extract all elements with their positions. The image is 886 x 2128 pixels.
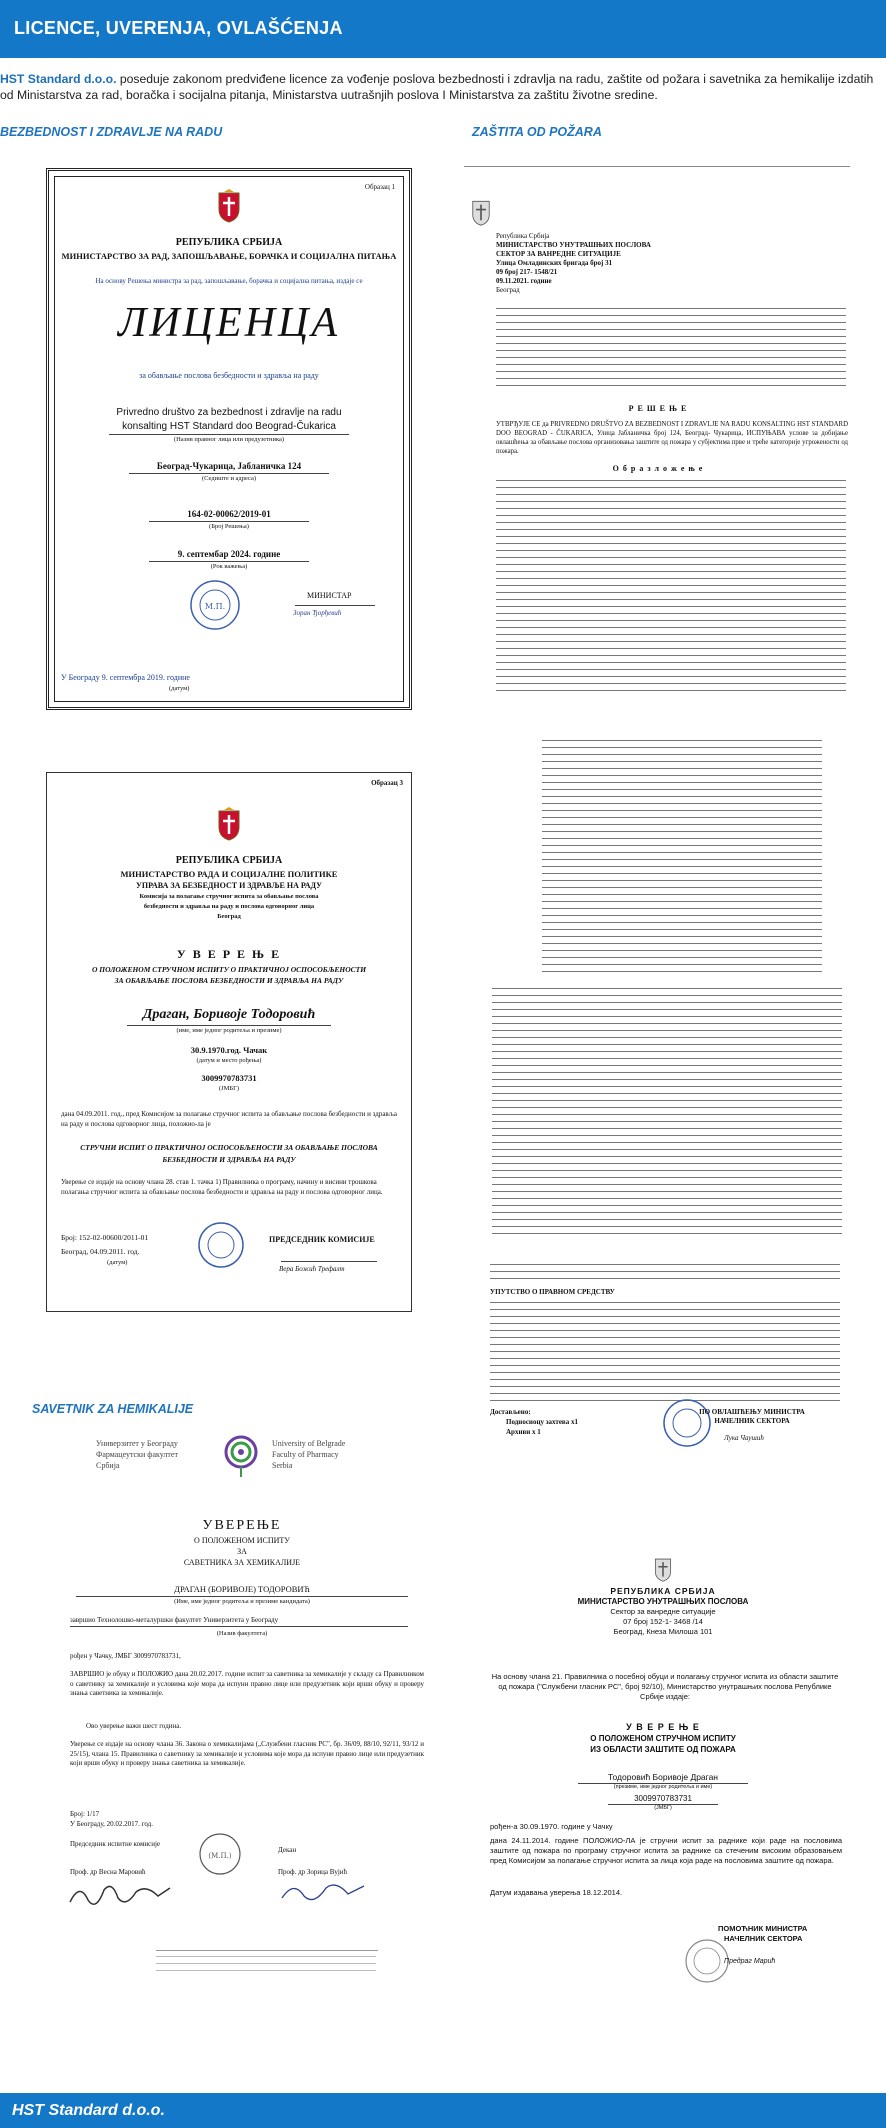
license-document (46, 168, 412, 710)
fire-cert-number: 07 број 152-1- 3468 /14 (623, 1617, 703, 1626)
chem-cert-dean: Декан (278, 1846, 297, 1854)
fire-decision-signer-name: Лука Чаушић (724, 1434, 764, 1442)
official-stamp-icon (189, 579, 241, 636)
fire-decision-delivered: Достављено: (490, 1408, 531, 1416)
fire-cert-address: Београд, Кнеза Милоша 101 (613, 1627, 713, 1636)
chem-cert-sub1: О ПОЛОЖЕНОМ ИСПИТУ (194, 1536, 290, 1545)
chem-cert-prof1: Проф. др Весна Маровић (70, 1868, 146, 1876)
license-minister-title: МИНИСТАР (307, 591, 352, 600)
fire-decision-resenje: Р Е Ш Е Њ Е (628, 404, 688, 413)
intro-text: poseduje zakonom predviđene licence za vođenje poslova bezbednosti i zdravlja na radu, zaštite od požara i savetnika za hemikalije izdatih od Ministarstva za rad, boračka i socijalna pitanja, Ministarstva uutrašnjih poslova I Ministarstva za zaštitu životne sredine. (0, 72, 874, 102)
uni-left-line2: Фармацеутски факултет (96, 1450, 178, 1459)
section-title-chem: SAVETNIK ZA HEMIKALIJE (32, 1402, 194, 1416)
svg-text:(М.П.): (М.П.) (208, 1852, 232, 1860)
chem-cert-name: ДРАГАН (БОРИВОЈЕ) ТОДОРОВИЋ (174, 1584, 310, 1594)
header-bar (0, 0, 886, 58)
fire-decision-city: Београд (496, 286, 520, 294)
license-validity: 9. септембар 2024. године (177, 549, 281, 559)
certificate-result2: БЕЗБЕДНОСТИ И ЗДРАВЉА НА РАДУ (162, 1155, 296, 1164)
fire-cert-passed: дана 24.11.2014. године ПОЛОЖИО-ЛА је стручни испит за раднике који раде на пословима заштите од пожара по програму стручног испита за раднике са стеченим високим образовањем пред Комисијом за полагање стручног испита за лица која раде на пословима заштите од пожара. (490, 1836, 842, 1865)
page-title: LICENCE, UVERENJA, OVLAŠĆENJA (14, 18, 343, 38)
fire-cert-basis: На основу члана 21. Правилника о посебној обуци и полагању стручног испита из области заштите од пожара ("Службени гласник РС", број 92/10), Министарство унутрашњих послова Републике Србије издаје: (491, 1672, 839, 1701)
safety-certificate-document (46, 772, 412, 1312)
serbia-coat-of-arms-icon (49, 189, 409, 228)
fire-cert-issued: Датум издавања уверења 18.12.2014. (490, 1888, 623, 1897)
fire-cert-jmbg: 3009970783731 (634, 1794, 692, 1803)
fire-cert-born: рођен-а 30.09.1970. године у Чачку (490, 1822, 613, 1831)
certificate-birth: 30.9.1970.год. Чачак (190, 1045, 268, 1055)
fire-decision-street: Улица Омладинских бригада број 31 (496, 259, 613, 267)
uni-left-line1: Универзитет у Београду (96, 1439, 178, 1448)
certificate-republic: РЕПУБЛИКА СРБИЈА (175, 855, 283, 866)
fire-decision-page1 (462, 162, 854, 708)
chem-cert-president: Председник испитне комисије (70, 1840, 161, 1848)
chem-cert-date: У Београду, 20.02.2017. год. (70, 1820, 153, 1828)
chem-cert-legal: Уверење се издаје на основу члана 36. Закона о хемикалијама („Службени гласник РС", бр. 36/09, 88/10, 92/11, 93/12 и 25/15), члана 15. Правилника о саветнику за хемикалије и условима које мора да испуни правно лице или предузетник који врши обуку и проверу знања саветника за хемикалије. (70, 1740, 424, 1767)
license-date-caption: (датум) (169, 685, 190, 692)
certificate-date-caption: (датум) (107, 1259, 128, 1266)
chem-cert-born: рођен у Чачку, ЈМБГ 3009970783731, (70, 1652, 181, 1660)
chem-cert-sub2: ЗА (237, 1547, 247, 1556)
uni-right-line2: Faculty of Pharmacy (272, 1450, 339, 1459)
chem-cert-number: Број: 1/17 (70, 1810, 100, 1818)
chem-cert-name-caption: (Име, име једног родитеља и презиме кандидата) (174, 1598, 310, 1605)
fire-decision-delivered-2: Архиви х 1 (506, 1428, 541, 1436)
serbia-coat-of-arms-icon (468, 1556, 858, 1587)
certificate-president-title: ПРЕДСЕДНИК КОМИСИЈЕ (269, 1235, 375, 1244)
official-stamp-icon (197, 1221, 245, 1274)
license-company-caption: (Назив правног лица или предузетника) (173, 436, 285, 443)
certificate-name: Драган, Боривоје Тодоровић (142, 1007, 316, 1022)
fire-decision-ministry: МИНИСТАРСТВО УНУТРАШЊИХ ПОСЛОВА (496, 241, 651, 249)
chem-cert-valid: Ово уверење важи шест година. (86, 1722, 182, 1730)
fire-decision-delivered-1: Подносиоцу захтева х1 (506, 1418, 578, 1426)
license-form-number: Образац 1 (364, 183, 395, 191)
license-big-title: ЛИЦЕНЦА (117, 300, 341, 346)
license-basis: На основу Решења министра за рад, запошљавање, борачка и социјална питања, издаје се (95, 277, 363, 285)
svg-text:М.П.: М.П. (204, 602, 226, 611)
chem-cert-title: УВЕРЕЊЕ (202, 1518, 282, 1533)
fire-decision-obrazlozenje: О б р а з л о ж е њ е (612, 464, 704, 473)
certificate-jmbg: 3009970783731 (201, 1073, 257, 1083)
license-validity-caption: (Рок важења) (210, 563, 248, 570)
certificate-sub1: О ПОЛОЖЕНОМ СТРУЧНОМ ИСПИТУ О ПРАКТИЧНОЈ ОСПОСОБЉЕНОСТИ (91, 965, 367, 974)
fire-decision-page3 (462, 1258, 854, 1530)
serbia-coat-of-arms-icon (47, 807, 411, 846)
uni-right-line3: Serbia (272, 1461, 293, 1470)
license-minister-name: Зоран Ђорђевић (293, 609, 342, 617)
fire-cert-signer2: НАЧЕЛНИК СЕКТОРА (724, 1934, 803, 1943)
faculty-logo-icon (222, 1434, 260, 1483)
license-number-caption: (Број Решења) (209, 523, 249, 530)
license-purpose: за обављање послова безбедности и здравља на раду (139, 371, 319, 380)
license-company-line2: konsalting HST Standard doo Beograd-Čukarica (122, 421, 336, 432)
certificate-ministry: МИНИСТАРСТВО РАДА И СОЦИЈАЛНЕ ПОЛИТИКЕ (120, 869, 338, 879)
section-title-fire: ZAŠTITA OD POŽARA (472, 125, 602, 139)
chem-cert-faculty: завршио Технолошко-металуршки факултет Универзитета у Београду (70, 1616, 279, 1624)
fire-decision-legal-remedy: УПУТСТВО О ПРАВНОМ СРЕДСТВУ (490, 1288, 615, 1296)
fire-decision-signer: ПО ОВЛАШЋЕЊУ МИНИСТРА НАЧЕЛНИК СЕКТОРА (699, 1408, 805, 1425)
certificate-form-number: Образац 3 (371, 779, 403, 787)
company-name: HST Standard d.o.o. (0, 72, 117, 86)
certificate-jmbg-caption: (ЈМБГ) (218, 1085, 240, 1092)
serbia-coat-of-arms-icon (470, 198, 492, 231)
chem-cert-faculty-caption: (Назив факултета) (216, 1630, 268, 1637)
intro-paragraph (0, 71, 880, 103)
fire-decision-number: 09 број 217- 1548/21 (496, 268, 558, 276)
uni-left-line3: Србија (96, 1461, 120, 1470)
certificate-title: У В Е Р Е Њ Е (176, 947, 282, 961)
fire-cert-sub1: О ПОЛОЖЕНОМ СТРУЧНОМ ИСПИТУ (590, 1734, 736, 1743)
certificate-president-name: Вера Божић Трефалт (279, 1265, 345, 1273)
fire-cert-republic: РЕПУБЛИКА СРБИЈА (610, 1586, 716, 1596)
certificate-admin: УПРАВА ЗА БЕЗБЕДНОСТ И ЗДРАВЉЕ НА РАДУ (136, 881, 322, 890)
uni-right-line1: University of Belgrade (272, 1439, 346, 1448)
fire-decision-date: 09.11.2021. године (496, 277, 552, 285)
fire-cert-signer1: ПОМОЋНИК МИНИСТРА (718, 1924, 808, 1933)
official-stamp-icon (198, 1832, 242, 1881)
license-ministry: МИНИСТАРСТВО ЗА РАД, ЗАПОШЉАВАЊЕ, БОРАЧКА И СОЦИЈАЛНА ПИТАЊА (61, 251, 397, 261)
certificate-number: Број: 152-02-00600/2011-01 (61, 1233, 149, 1242)
chem-cert-passed: ЗАВРШИО је обуку и ПОЛОЖИО дана 20.02.2017. године испит за саветника за хемикалије у складу са Правилником о саветнику за хемикалије и условима које мора да испуни правно лице или предузетник који врши обуку и проверу знања саветника за хемикалије. (70, 1670, 424, 1697)
license-address-caption: (Седиште и адреса) (201, 475, 257, 482)
certificate-birth-caption: (датум и место рођења) (196, 1057, 262, 1064)
section-title-safety: BEZBEDNOST I ZDRAVLJE NA RADU (0, 125, 223, 139)
signature-icon (66, 1878, 176, 1919)
fire-decision-sector: СЕКТОР ЗА ВАНРЕДНЕ СИТУАЦИЈЕ (496, 250, 621, 258)
license-number: 164-02-00062/2019-01 (187, 509, 271, 519)
fire-exam-certificate-document (468, 1556, 858, 2068)
fire-cert-name-caption: (презиме, име једног родитеља и име) (613, 1784, 713, 1790)
fire-decision-page2 (462, 726, 854, 1246)
signature-icon (278, 1878, 368, 1913)
license-address: Београд-Чукарица, Јабланичка 124 (156, 461, 302, 471)
certificate-commission-line1: Комисија за полагање стручног испита за обављање послова (139, 893, 319, 900)
fire-cert-sector: Сектор за ванредне ситуације (610, 1607, 716, 1616)
license-city-date: У Београду 9. септембра 2019. године (61, 673, 190, 682)
certificate-commission-line2: безбедности и здравља на раду и послова одговорног лица (143, 903, 315, 910)
certificate-legal-text: Уверење се издаје на основу члана 28. став 1. тачка 1) Правилника о програму, начину и висини трошкова полагања стручног испита за обављање послова безбедности и здравља на раду и послова одговорног лица. (61, 1178, 383, 1196)
fire-decision-republic: Република Србија (496, 232, 550, 240)
certificate-sub2: ЗА ОБАВЉАЊЕ ПОСЛОВА БЕЗБЕДНОСТИ И ЗДРАВЉА НА РАДУ (114, 976, 344, 985)
certificate-city: Београд (217, 913, 241, 920)
certificate-date: Београд, 04.09.2011. год. (61, 1247, 140, 1256)
chem-cert-prof2: Проф. др Зорица Вујић (278, 1868, 348, 1876)
certificate-result1: СТРУЧНИ ИСПИТ О ПРАКТИЧНОЈ ОСПОСОБЉЕНОСТИ ЗА ОБАВЉАЊЕ ПОСЛОВА (80, 1143, 378, 1152)
fire-cert-signer-name: Предраг Марић (724, 1958, 776, 1965)
footer-bar (0, 2093, 886, 2128)
license-republic: РЕПУБЛИКА СРБИЈА (175, 237, 283, 248)
fire-cert-sub2: ИЗ ОБЛАСТИ ЗАШТИТЕ ОД ПОЖАРА (590, 1745, 736, 1754)
certificate-exam-text: дана 04.09.2011. год., пред Комисијом за полагање стручног испита за обављање послова безбедности и здравља на раду и послова одговорног лица, положио-ла је (61, 1110, 397, 1128)
certificate-name-caption: (име, име једног родитеља и презиме) (176, 1027, 282, 1034)
footer-brand: HST Standard d.o.o. (12, 2102, 165, 2119)
fire-decision-utvrdjuje: УТВРЂУЈЕ СЕ да PRIVREDNO DRUŠTVO ZA BEZBEDNOST I ZDRAVLJE NA RADU KONSALTING HST STANDARD DOO BEOGRAD - ČUKARICA, Улица Јабланичка број 124, Београд- Чукарица, ИСПУЊАВА услове за добијање овлашћења за обављање послова организовања заштите од пожара у субјектима прве и треће категорије угрожености од пожара. (496, 421, 848, 455)
chemicals-certificate-document (46, 1434, 438, 2038)
fire-cert-ministry: МИНИСТАРСТВО УНУТРАШЊИХ ПОСЛОВА (577, 1597, 749, 1606)
license-company-line1: Privredno društvo za bezbednost i zdravlje na radu (116, 407, 342, 418)
fire-cert-name: Тодоровић Боривоје Драган (607, 1772, 718, 1782)
fire-cert-jmbg-caption: (ЈМБГ) (654, 1805, 672, 1811)
chem-cert-sub3: САВЕТНИКА ЗА ХЕМИКАЛИЈЕ (183, 1558, 301, 1567)
fire-cert-title: У В Е Р Е Њ Е (626, 1722, 700, 1732)
